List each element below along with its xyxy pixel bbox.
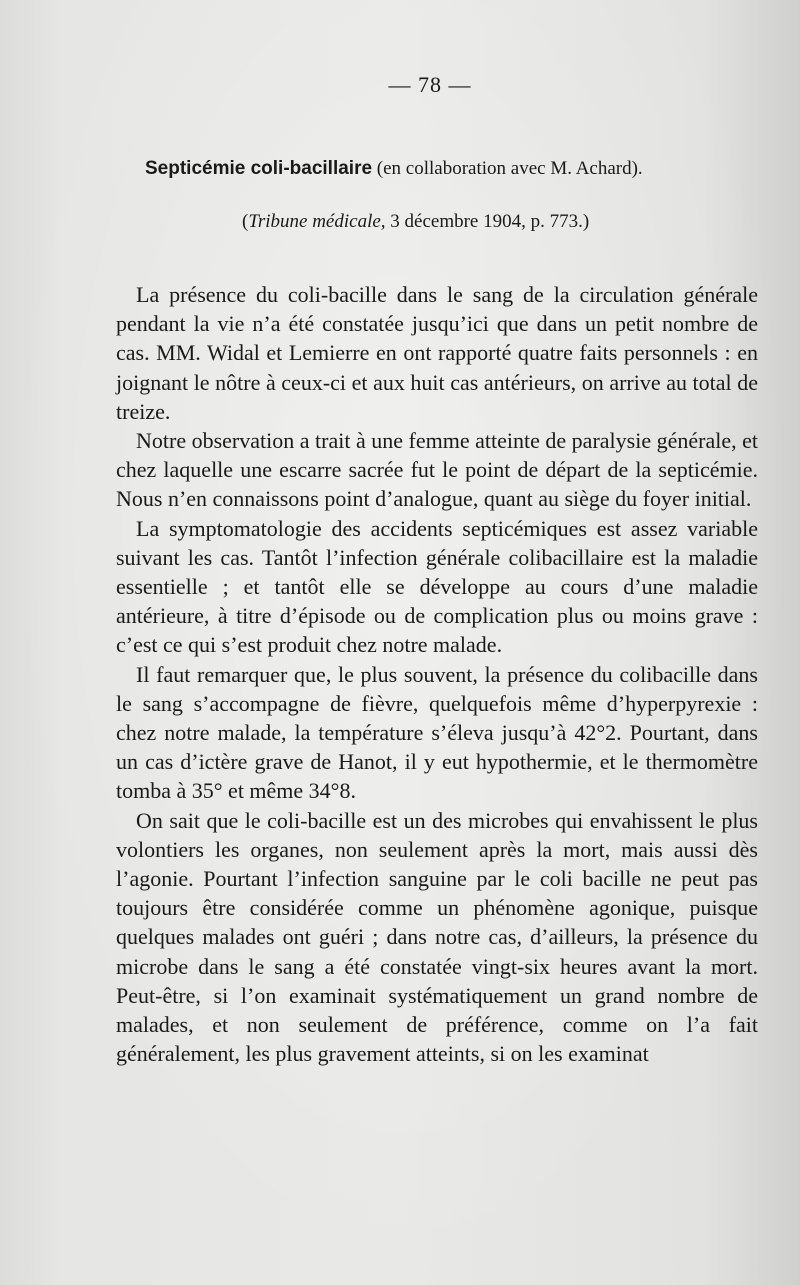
source-details: 3 décembre 1904, p. 773.) — [385, 211, 590, 232]
paragraph: On sait que le coli-bacille est un des microbes qui envahissent le plus volontiers les organes, non seulement après la mort, mais aussi dès l’agonie. Pourtant l’infection sanguine par le coli bacille ne peut pas toujours être considérée comme un phénomène agonique, puisque quelques malades ont guéri ; dans notre cas, d’ailleurs, la présence du microbe dans le sang a été constatée vingt-six heures avant la mort. Peut-être, si l’on examinait systématiquement un grand nombre de malades, et non seulement de préférence, comme on l’a fait généralement, les plus gravement atteints, si on les examinat — [116, 807, 758, 1067]
page-number: — 78 — — [388, 72, 472, 97]
article-title — [145, 158, 643, 180]
paragraph: Notre observation a trait à une femme atteinte de paralysie générale, et chez laquelle une escarre sacrée fut le point de départ de la septicémie. Nous n’en connaissons point d’analogue, quant au siège du foyer initial. — [116, 428, 758, 512]
article-title-main: Septicémie coli-bacillaire — [145, 158, 373, 179]
article-title-collaboration: (en collaboration avec M. Achard). — [372, 158, 643, 179]
paragraph: La symptomatologie des accidents septicémiques est assez variable suivant les cas. Tantôt l’infection générale colibacillaire est la maladie essentielle ; et tantôt elle se développe au cours d’une maladie antérieure, à titre d’épisode ou de complication plus ou moins grave : c’est ce qui s’est produit chez notre malade. — [116, 515, 758, 658]
paragraph: Il faut remarquer que, le plus souvent, la présence du colibacille dans le sang s’accompagne de fièvre, quelquefois même d’hyperpyrexie : chez notre malade, la température s’éleva jusqu’à 42°2. Pourtant, dans un cas d’ictère grave de Hanot, il y eut hypothermie, et le thermomètre tomba à 35° et même 34°8. — [116, 661, 758, 804]
source-citation — [242, 211, 589, 233]
paragraph: La présence du coli-bacille dans le sang de la circulation générale pendant la vie n’a été constatée jusqu’ici que dans un petit nombre de cas. MM. Widal et Lemierre en ont rapporté quatre faits personnels : en joignant le nôtre à ceux-ci et aux huit cas antérieurs, on arrive au total de treize. — [116, 282, 758, 424]
source-journal: Tribune médicale, — [248, 211, 386, 232]
body-text — [116, 280, 758, 1068]
source-open-paren: ( — [242, 211, 249, 232]
